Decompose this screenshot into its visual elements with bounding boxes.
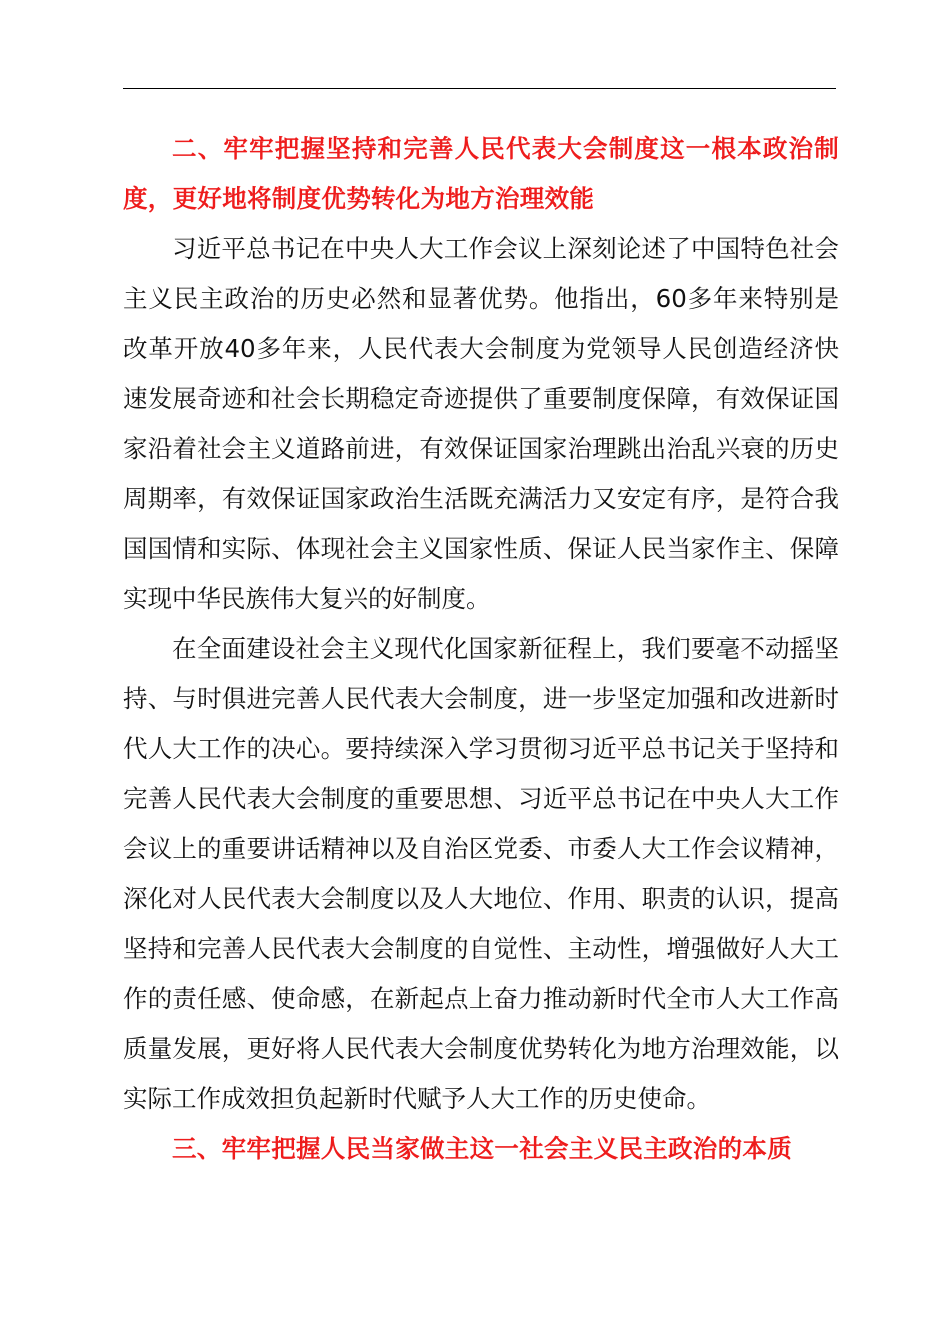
header-rule — [123, 88, 836, 89]
section-heading-3: 三、牢牢把握人民当家做主这一社会主义民主政治的本质 — [172, 1134, 792, 1163]
document-body — [123, 124, 839, 1174]
body-paragraph-1: 习近平总书记在中央人大工作会议上深刻论述了中国特色社会主义民主政治的历史必然和显著优势。他指出，60多年来特别是改革开放40多年来，人民代表大会制度为党领导人民创造经济快速发展奇迹和社会长期稳定奇迹提供了重要制度保障，有效保证国家沿着社会主义道路前进，有效保证国家治理跳出治乱兴衰的历史周期率，有效保证国家政治生活既充满活力又安定有序，是符合我国国情和实际、体现社会主义国家性质、保证人民当家作主、保障实现中华民族伟大复兴的好制度。 — [123, 234, 839, 613]
section-heading-2: 二、牢牢把握坚持和完善人民代表大会制度这一根本政治制度，更好地将制度优势转化为地方治理效能 — [123, 134, 839, 213]
body-paragraph-2: 在全面建设社会主义现代化国家新征程上，我们要毫不动摇坚持、与时俱进完善人民代表大会制度，进一步坚定加强和改进新时代人大工作的决心。要持续深入学习贯彻习近平总书记关于坚持和完善人民代表大会制度的重要思想、习近平总书记在中央人大工作会议上的重要讲话精神以及自治区党委、市委人大工作会议精神，深化对人民代表大会制度以及人大地位、作用、职责的认识，提高坚持和完善人民代表大会制度的自觉性、主动性，增强做好人大工作的责任感、使命感，在新起点上奋力推动新时代全市人大工作高质量发展，更好将人民代表大会制度优势转化为地方治理效能，以实际工作成效担负起新时代赋予人大工作的历史使命。 — [123, 634, 839, 1113]
